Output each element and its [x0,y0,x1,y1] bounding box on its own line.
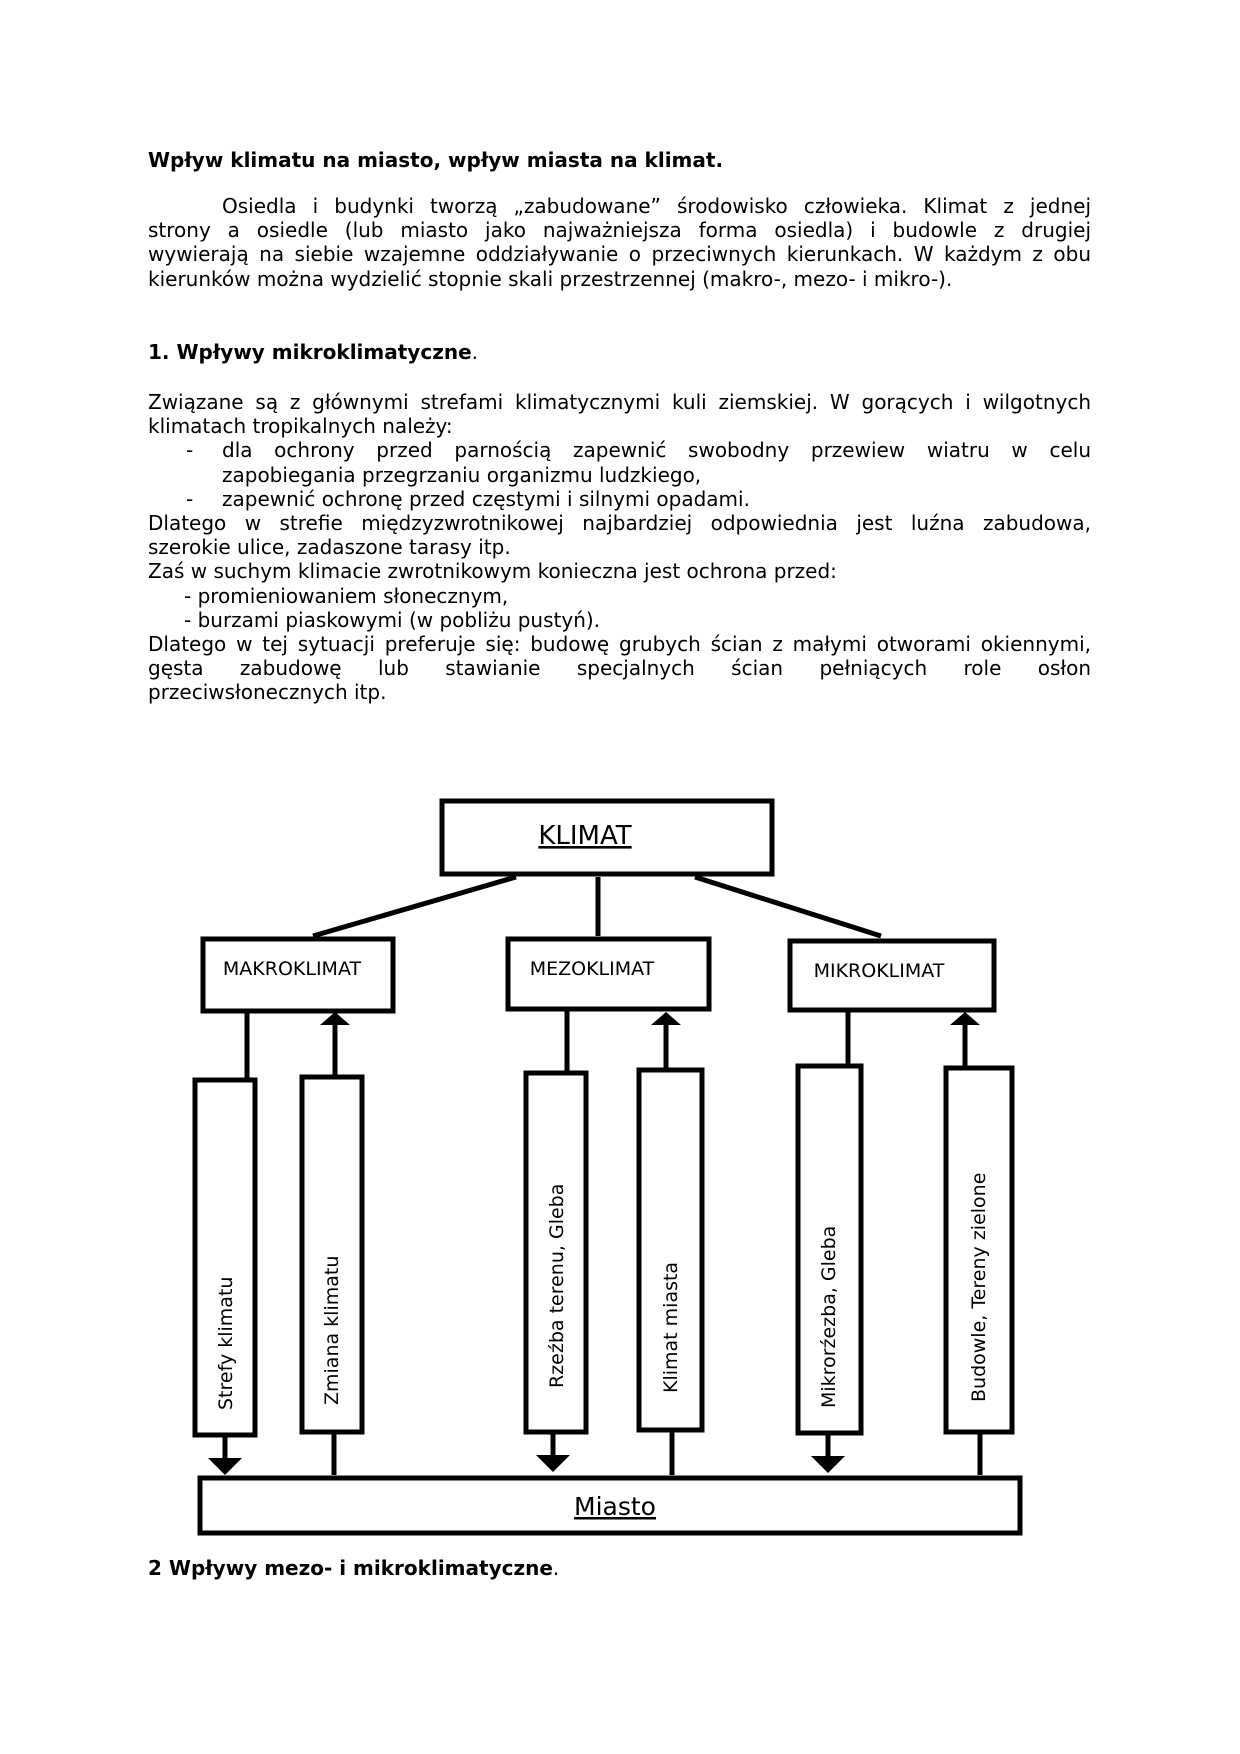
pillar-label: Rzeźba terenu, Gleba [546,1183,568,1388]
section2-heading-suffix: . [552,1556,560,1580]
pillar-label: Zmiana klimatu [321,1255,343,1405]
section1-line: Związane są z głównymi strefami klimatycznymi kuli ziemskiej. W gorących i wilgotnych [148,390,1091,414]
dash-marker: - [186,438,194,463]
makroklimat-label: MAKROKLIMAT [222,958,362,980]
section1-line: gęsta zabudowę lub stawianie specjalnych ścian pełniących role osłon [148,656,1091,681]
section1-line: Zaś w suchym klimacie zwrotnikowym konieczna jest ochrona przed: [148,559,837,584]
pillar-label: Mikrorźezba, Gleba [818,1225,840,1408]
list-item-line: dla ochrony przed parnością zapewnić swobodny przewiew wiatru w celu [222,438,1091,463]
pillar-label: Budowle, Tereny zielone [968,1172,990,1402]
arrow-down-icon [811,1456,845,1473]
section1-line: szerokie ulice, zadaszone tarasy itp. [148,535,511,560]
intro-line: Osiedla i budynki tworzą „zabudowane” środowisko człowieka. Klimat z jednej [222,194,1091,218]
intro-line: strony a osiedle (lub miasto jako najważniejsza forma osiedla) i budowle z drugiej [148,218,1091,243]
intro-line: kierunków można wydzielić stopnie skali przestrzennej (makro-, mezo- i mikro-). [148,266,953,291]
section1-line: Dlatego w tej sytuacji preferuje się: budowę grubych ścian z małymi otworami okiennymi, [148,632,1091,657]
mezoklimat-label: MEZOKLIMAT [529,958,655,980]
mikroklimat-label: MIKROKLIMAT [813,960,945,982]
document-title: Wpływ klimatu na miasto, wpływ miasta na klimat. [148,148,724,172]
list-item-line: zapobiegania przegrzaniu organizmu ludzkiego, [222,462,702,487]
connector-line [695,877,881,936]
arrow-up-icon [950,1012,980,1025]
pillar-label: Klimat miasta [660,1261,682,1393]
sub-list-item: - promieniowaniem słonecznym, [184,583,509,608]
arrow-down-icon [208,1458,242,1475]
section2-heading-text: 2 Wpływy mezo- i mikroklimatyczne [148,1556,553,1580]
section1-line: klimatach tropikalnych należy: [148,414,453,439]
list-item-line: zapewnić ochronę przed częstymi i silnymi opadami. [222,486,750,511]
arrow-down-icon [536,1455,570,1472]
connector-line [313,877,516,936]
arrow-up-icon [320,1012,350,1025]
section1-line: przeciwsłonecznych itp. [148,680,387,705]
section1-line: Dlatego w strefie międzyzwrotnikowej najbardziej odpowiednia jest luźna zabudowa, [148,511,1091,536]
arrow-up-icon [651,1012,681,1025]
section2-heading [148,1556,559,1580]
miasto-label: Miasto [574,1492,656,1521]
section1-heading-text: 1. Wpływy mikroklimatyczne [148,340,472,364]
pillar-label: Strefy klimatu [215,1276,237,1410]
dash-marker: - [186,486,194,511]
section1-heading-suffix: . [471,340,478,364]
klimat-label: KLIMAT [538,821,632,851]
intro-line: wywierają na siebie wzajemne oddziaływanie o przeciwnych kierunkach. W każdym z obu [148,242,1091,267]
sub-list-item: - burzami piaskowymi (w pobliżu pustyń). [184,607,601,632]
